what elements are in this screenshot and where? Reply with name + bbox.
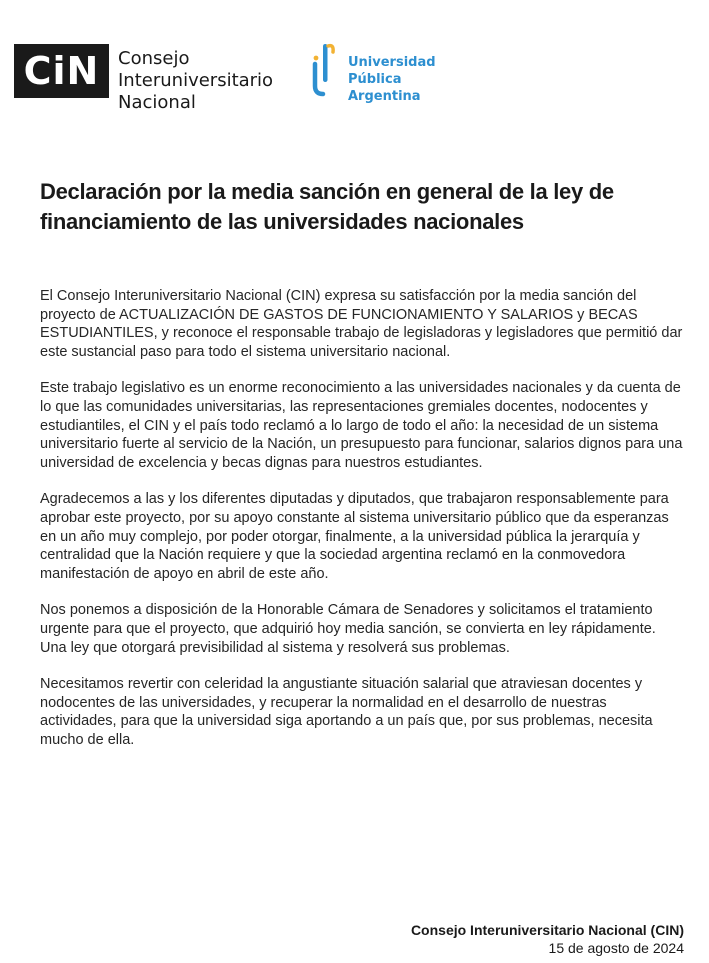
- cin-logo: [14, 44, 109, 98]
- cin-logo-text: CiN: [23, 49, 100, 93]
- paragraph: Este trabajo legislativo es un enorme reconocimiento a las universidades nacionales y da cuenta de lo que las comunidades universitarias, las representaciones gremiales docentes, nodocentes y estudiantiles, el CIN y el país todo reclamó a lo largo de todo el año: la necesidad de un sistema universitario fuerte al servicio de la Nación, un presupuesto para funcionar, salarios dignos para una universidad de excelencia y becas dignas para nuestros estudiantes.: [40, 380, 683, 471]
- upa-name-line: Argentina: [348, 89, 421, 104]
- signature-organization: Consejo Interuniversitario Nacional (CIN): [410, 922, 684, 938]
- upa-name-line: Pública: [348, 72, 402, 87]
- title-line: Declaración por la media sanción en general de la ley de: [40, 179, 614, 204]
- cin-name: [118, 48, 273, 114]
- upa-name: [348, 54, 436, 105]
- paragraph: Agradecemos a las y los diferentes diputadas y diputados, que trabajaron responsablemente para aprobar este proyecto, por su apoyo constante al sistema universitario público que da esperanzas en un año muy complejo, por poder otorgar, finalmente, a la universidad pública la jerarquía y centralidad que la Nación requiere y que la sociedad argentina reclamó en la conmovedora manifestación de apoyo en abril de este año.: [40, 491, 669, 582]
- title-line: financiamiento de las universidades nacionales: [40, 209, 524, 234]
- signature-block: [411, 921, 684, 957]
- letterhead: [14, 40, 694, 120]
- paragraph: Necesitamos revertir con celeridad la angustiante situación salarial que atraviesan docentes y nodocentes de las universidades, y recuperar la normalidad en el desarrollo de nuestras actividades, para que la universidad siga aportando a un país que, por sus problemas, necesita mucho de ella.: [40, 676, 653, 748]
- cin-name-line: Nacional: [118, 92, 196, 113]
- cin-name-line: Interuniversitario: [118, 70, 274, 91]
- upa-name-line: Universidad: [348, 55, 436, 70]
- declaration-body: [40, 287, 685, 767]
- signature-date: 15 de agosto de 2024: [548, 940, 684, 956]
- universidad-publica-logo-icon: [307, 42, 337, 102]
- page-title: [40, 177, 680, 237]
- cin-name-line: Consejo: [118, 48, 190, 69]
- paragraph: El Consejo Interuniversitario Nacional (CIN) expresa su satisfacción por la media sanción del proyecto de ACTUALIZACIÓN DE GASTOS DE FUNCIONAMIENTO Y SALARIOS y BECAS ESTUDIANTILES, y reconoce el responsable trabajo de legisladoras y legisladores que permitió dar este sustancial paso para todo el sistema universitario nacional.: [40, 288, 683, 360]
- paragraph: Nos ponemos a disposición de la Honorable Cámara de Senadores y solicitamos el tratamiento urgente para que el proyecto, que adquirió hoy media sanción, se convierta en ley rápidamente. Una ley que otorgará previsibilidad al sistema y resolverá sus problemas.: [40, 602, 656, 656]
